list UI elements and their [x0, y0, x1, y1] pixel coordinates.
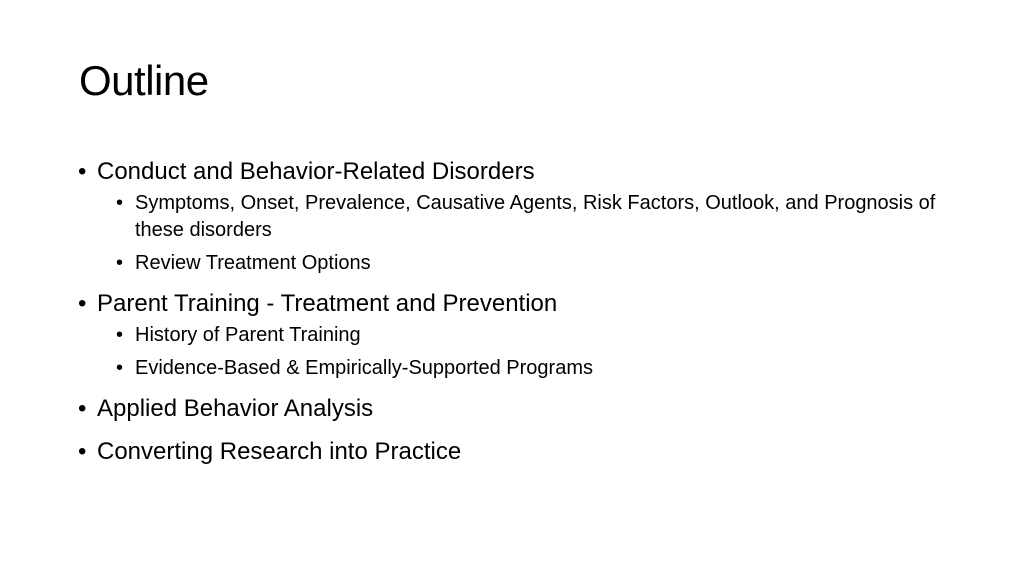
- bullet-text: Parent Training - Treatment and Prevention: [97, 290, 558, 317]
- sub-bullet-text: Symptoms, Onset, Prevalence, Causative Agents, Risk Factors, Outlook, and Prognosis of these disorders: [135, 192, 936, 241]
- bullet-item: [78, 156, 938, 277]
- sub-bullet-item: [116, 355, 938, 382]
- sub-bullet-item: [116, 190, 938, 244]
- sub-bullet-item: [116, 250, 938, 277]
- bullet-item: [78, 436, 938, 468]
- bullet-item: [78, 288, 938, 382]
- bullet-text: Applied Behavior Analysis: [97, 395, 374, 422]
- bullet-item: [78, 393, 938, 425]
- bullet-text: Conduct and Behavior-Related Disorders: [97, 158, 535, 185]
- sub-bullet-text: Evidence-Based & Empirically-Supported Programs: [135, 357, 593, 379]
- slide-title: Outline: [79, 57, 209, 104]
- bullet-text: Converting Research into Practice: [97, 438, 462, 465]
- sub-bullet-item: [116, 322, 938, 349]
- bullet-list: [78, 156, 938, 479]
- sub-bullet-list: [97, 190, 938, 277]
- sub-bullet-text: History of Parent Training: [135, 324, 361, 346]
- sub-bullet-text: Review Treatment Options: [135, 252, 371, 274]
- sub-bullet-list: [97, 322, 938, 382]
